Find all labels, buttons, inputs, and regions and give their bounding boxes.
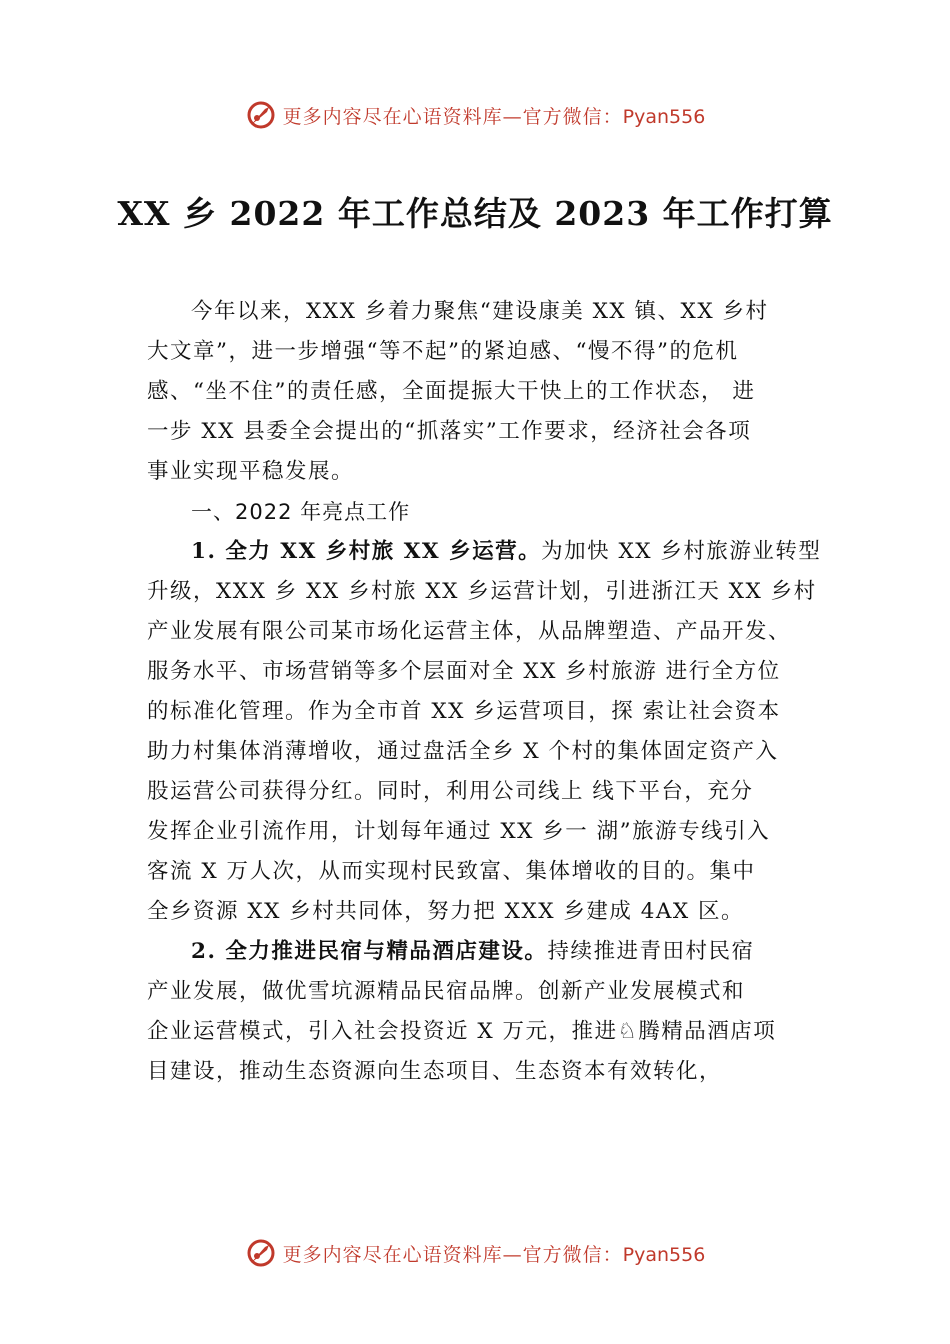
- item2-line: 产业发展，做优雪坑源精品民宿品牌。创新产业发展模式和: [147, 979, 746, 1004]
- item1-heading: 1. 全力 XX 乡村旅 XX 乡运营。: [191, 539, 542, 564]
- banner-label: 更多内容尽在心语资料库—官方微信：: [282, 105, 623, 128]
- paragraph-line: 事业实现平稳发展。: [147, 459, 355, 484]
- brush-logo-icon: [245, 1237, 277, 1269]
- item1-line: 全乡资源 XX 乡村共同体，努力把 XXX 乡建成 4AX 区。: [147, 899, 745, 924]
- item2-heading: 2. 全力推进民宿与精品酒店建设。: [191, 939, 548, 964]
- item1-line: 产业发展有限公司某市场化运营主体，从品牌塑造、产品开发、: [147, 619, 792, 644]
- item1-line: 服务水平、市场营销等多个层面对全 XX 乡村旅游 进行全方位: [147, 659, 781, 684]
- wechat-id: Pyan556: [622, 105, 706, 128]
- item1-line: 助力村集体消薄增收，通过盘活全乡 X 个村的集体固定资产入: [147, 739, 779, 764]
- paragraph-line: 感、“坐不住”的责任感，全面提振大干快上的工作状态， 进: [147, 379, 756, 404]
- item1-first-rest: 为加快 XX 乡村旅游业转型: [541, 539, 822, 564]
- item1-line: 升级，XXX 乡 XX 乡村旅 XX 乡运营计划，引进浙江天 XX 乡村: [147, 579, 817, 604]
- item1-line: 股运营公司获得分红。同时，利用公司线上 线下平台，充分: [147, 779, 754, 804]
- item2-first-line: [147, 932, 847, 972]
- header-banner: [0, 95, 950, 135]
- paragraph-line: 今年以来，XXX 乡着力聚焦“建设康美 XX 镇、XX 乡村: [191, 299, 769, 324]
- section-heading: 一、2022 年亮点工作: [191, 500, 411, 524]
- banner-text: [283, 1240, 706, 1267]
- document-body: [147, 292, 847, 1092]
- item1-first-line: [147, 532, 847, 572]
- banner-label: 更多内容尽在心语资料库—官方微信：: [282, 1243, 623, 1266]
- item1-line: 发挥企业引流作用，计划每年通过 XX 乡一 湖”旅游专线引入: [147, 819, 771, 844]
- document-title: XX 乡 2022 年工作总结及 2023 年工作打算: [117, 194, 833, 233]
- brush-logo-icon: [245, 99, 277, 131]
- footer-banner: [0, 1233, 950, 1273]
- banner-text: [283, 102, 706, 129]
- item1-line: 的标准化管理。作为全市首 XX 乡运营项目，探 索让社会资本: [147, 699, 781, 724]
- item2-line: 企业运营模式，引入社会投资近 X 万元，推进♘腾精品酒店项: [147, 1019, 777, 1044]
- wechat-id: Pyan556: [622, 1243, 706, 1266]
- paragraph-line: 大文章”，进一步增强“等不起”的紧迫感、“慢不得”的危机: [147, 339, 739, 364]
- item2-first-rest: 持续推进青田村民宿: [547, 939, 755, 964]
- item1-line: 客流 X 万人次，从而实现村民致富、集体增收的目的。集中: [147, 859, 756, 884]
- item2-line: 目建设，推动生态资源向生态项目、生态资本有效转化，: [147, 1059, 723, 1084]
- paragraph-line: 一步 XX 县委全会提出的“抓落实”工作要求，经济社会各项: [147, 419, 752, 444]
